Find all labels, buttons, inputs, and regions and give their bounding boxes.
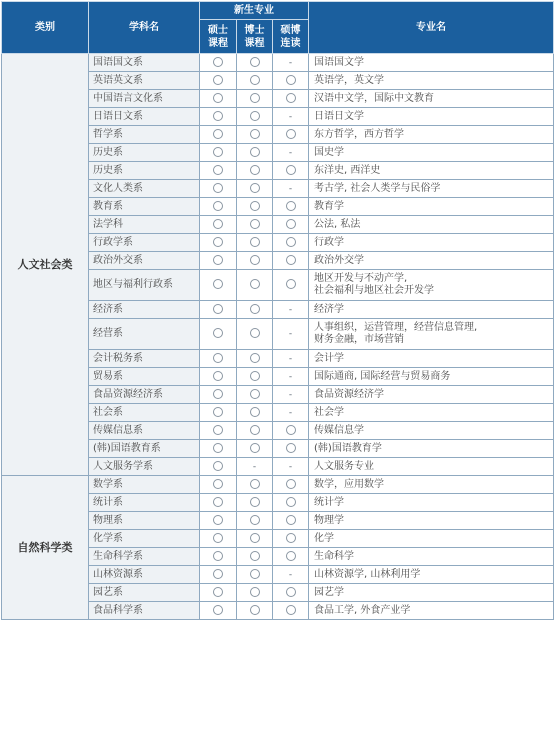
major-cell: 东方哲学，西方哲学 [309, 126, 554, 144]
masters-cell [200, 270, 237, 301]
department-cell: 社会系 [89, 404, 200, 422]
department-cell: 传媒信息系 [89, 422, 200, 440]
offered-circle-icon [213, 75, 223, 85]
integrated-cell [273, 602, 309, 620]
masters-cell [200, 548, 237, 566]
offered-circle-icon [250, 328, 260, 338]
offered-circle-icon [250, 551, 260, 561]
not-offered-dash: - [288, 371, 293, 382]
department-cell: 园艺系 [89, 584, 200, 602]
table-header [2, 2, 554, 54]
not-offered-dash: - [288, 353, 293, 364]
program-table [1, 1, 554, 620]
doctoral-cell [237, 301, 273, 319]
department-cell: 物理系 [89, 512, 200, 530]
doctoral-cell [237, 162, 273, 180]
offered-circle-icon [213, 111, 223, 121]
department-cell: 生命科学系 [89, 548, 200, 566]
department-cell: 历史系 [89, 162, 200, 180]
major-cell: 化学 [309, 530, 554, 548]
offered-circle-icon [286, 255, 296, 265]
major-cell: 食品资源经济学 [309, 386, 554, 404]
program-table-container [1, 1, 553, 620]
department-cell: 会计税务系 [89, 350, 200, 368]
offered-circle-icon [250, 219, 260, 229]
offered-circle-icon [213, 515, 223, 525]
department-cell: 政治外交系 [89, 252, 200, 270]
department-cell: 化学系 [89, 530, 200, 548]
masters-cell [200, 476, 237, 494]
masters-cell [200, 458, 237, 476]
offered-circle-icon [286, 165, 296, 175]
offered-circle-icon [286, 219, 296, 229]
major-cell: 国史学 [309, 144, 554, 162]
offered-circle-icon [213, 147, 223, 157]
integrated-cell [273, 234, 309, 252]
integrated-cell [273, 301, 309, 319]
offered-circle-icon [213, 371, 223, 381]
integrated-cell [273, 548, 309, 566]
department-cell: 法学科 [89, 216, 200, 234]
doctoral-cell [237, 494, 273, 512]
offered-circle-icon [286, 443, 296, 453]
offered-circle-icon [213, 93, 223, 103]
header-masters [200, 20, 237, 54]
offered-circle-icon [286, 515, 296, 525]
offered-circle-icon [213, 605, 223, 615]
category-cell: 人文社会类 [2, 54, 89, 476]
major-cell: 人文服务专业 [309, 458, 554, 476]
major-cell: 国语国文学 [309, 54, 554, 72]
offered-circle-icon [213, 237, 223, 247]
offered-circle-icon [286, 93, 296, 103]
department-cell: 人文服务学系 [89, 458, 200, 476]
masters-cell [200, 530, 237, 548]
offered-circle-icon [286, 129, 296, 139]
integrated-cell [273, 566, 309, 584]
doctoral-cell [237, 584, 273, 602]
offered-circle-icon [213, 328, 223, 338]
integrated-cell [273, 458, 309, 476]
doctoral-cell [237, 422, 273, 440]
masters-cell [200, 386, 237, 404]
offered-circle-icon [286, 479, 296, 489]
major-cell: 汉语中文学，国际中文教育 [309, 90, 554, 108]
major-cell: 地区开发与不动产学, 社会福利与地区社会开发学 [309, 270, 554, 301]
header-integrated-label: 硕博 连读 [280, 24, 301, 49]
doctoral-cell [237, 350, 273, 368]
masters-cell [200, 440, 237, 458]
offered-circle-icon [250, 129, 260, 139]
integrated-cell [273, 72, 309, 90]
masters-cell [200, 234, 237, 252]
masters-cell [200, 90, 237, 108]
header-department: 学科名 [89, 2, 200, 54]
masters-cell [200, 566, 237, 584]
major-cell: 山林资源学, 山林利用学 [309, 566, 554, 584]
offered-circle-icon [286, 551, 296, 561]
major-cell: 日语日文学 [309, 108, 554, 126]
masters-cell [200, 494, 237, 512]
major-cell: (韩)国语教育学 [309, 440, 554, 458]
offered-circle-icon [213, 389, 223, 399]
masters-cell [200, 422, 237, 440]
doctoral-cell [237, 108, 273, 126]
offered-circle-icon [213, 201, 223, 211]
offered-circle-icon [213, 569, 223, 579]
major-cell: 行政学 [309, 234, 554, 252]
offered-circle-icon [250, 425, 260, 435]
offered-circle-icon [250, 111, 260, 121]
masters-cell [200, 319, 237, 350]
doctoral-cell [237, 458, 273, 476]
major-cell: 园艺学 [309, 584, 554, 602]
header-doctoral-label: 博士 课程 [244, 24, 265, 49]
department-cell: 统计系 [89, 494, 200, 512]
department-cell: 食品资源经济系 [89, 386, 200, 404]
integrated-cell [273, 270, 309, 301]
offered-circle-icon [213, 497, 223, 507]
category-cell: 自然科学类 [2, 476, 89, 620]
not-offered-dash: - [288, 407, 293, 418]
offered-circle-icon [213, 304, 223, 314]
offered-circle-icon [250, 569, 260, 579]
offered-circle-icon [250, 57, 260, 67]
integrated-cell [273, 386, 309, 404]
doctoral-cell [237, 368, 273, 386]
offered-circle-icon [286, 425, 296, 435]
major-cell: 政治外交学 [309, 252, 554, 270]
not-offered-dash: - [288, 461, 293, 472]
major-cell: 统计学 [309, 494, 554, 512]
doctoral-cell [237, 234, 273, 252]
masters-cell [200, 180, 237, 198]
offered-circle-icon [250, 533, 260, 543]
not-offered-dash: - [288, 111, 293, 122]
masters-cell [200, 404, 237, 422]
offered-circle-icon [213, 165, 223, 175]
doctoral-cell [237, 440, 273, 458]
department-cell: 中国语言文化系 [89, 90, 200, 108]
integrated-cell [273, 252, 309, 270]
department-cell: 食品科学系 [89, 602, 200, 620]
offered-circle-icon [213, 443, 223, 453]
offered-circle-icon [250, 515, 260, 525]
header-doctoral [237, 20, 273, 54]
doctoral-cell [237, 476, 273, 494]
offered-circle-icon [286, 533, 296, 543]
doctoral-cell [237, 530, 273, 548]
department-cell: 教育系 [89, 198, 200, 216]
doctoral-cell [237, 602, 273, 620]
major-cell: 国际通商, 国际经营与贸易商务 [309, 368, 554, 386]
major-cell: 物理学 [309, 512, 554, 530]
header-integrated [273, 20, 309, 54]
department-cell: 英语英文系 [89, 72, 200, 90]
offered-circle-icon [250, 279, 260, 289]
doctoral-cell [237, 319, 273, 350]
offered-circle-icon [213, 183, 223, 193]
masters-cell [200, 72, 237, 90]
integrated-cell [273, 144, 309, 162]
not-offered-dash: - [288, 389, 293, 400]
department-cell: 行政学系 [89, 234, 200, 252]
integrated-cell [273, 404, 309, 422]
not-offered-dash: - [252, 461, 257, 472]
integrated-cell [273, 422, 309, 440]
major-cell: 社会学 [309, 404, 554, 422]
doctoral-cell [237, 566, 273, 584]
major-cell: 数学，应用数学 [309, 476, 554, 494]
offered-circle-icon [250, 353, 260, 363]
offered-circle-icon [286, 587, 296, 597]
header-major: 专业名 [309, 2, 554, 54]
doctoral-cell [237, 90, 273, 108]
integrated-cell [273, 350, 309, 368]
department-cell: 日语日文系 [89, 108, 200, 126]
integrated-cell [273, 319, 309, 350]
offered-circle-icon [250, 605, 260, 615]
integrated-cell [273, 126, 309, 144]
doctoral-cell [237, 126, 273, 144]
doctoral-cell [237, 198, 273, 216]
department-cell: 哲学系 [89, 126, 200, 144]
department-cell: 地区与福利行政系 [89, 270, 200, 301]
offered-circle-icon [250, 587, 260, 597]
offered-circle-icon [250, 147, 260, 157]
doctoral-cell [237, 216, 273, 234]
integrated-cell [273, 368, 309, 386]
offered-circle-icon [213, 461, 223, 471]
offered-circle-icon [250, 497, 260, 507]
major-cell: 教育学 [309, 198, 554, 216]
department-cell: 国语国文系 [89, 54, 200, 72]
header-masters-label: 硕士 课程 [208, 24, 228, 49]
offered-circle-icon [213, 533, 223, 543]
doctoral-cell [237, 72, 273, 90]
masters-cell [200, 252, 237, 270]
integrated-cell [273, 440, 309, 458]
major-cell: 食品工学, 外食产业学 [309, 602, 554, 620]
integrated-cell [273, 476, 309, 494]
offered-circle-icon [250, 479, 260, 489]
offered-circle-icon [213, 479, 223, 489]
integrated-cell [273, 108, 309, 126]
offered-circle-icon [286, 279, 296, 289]
table-row [2, 54, 554, 72]
major-cell: 会计学 [309, 350, 554, 368]
not-offered-dash: - [288, 304, 293, 315]
integrated-cell [273, 180, 309, 198]
offered-circle-icon [250, 389, 260, 399]
offered-circle-icon [213, 57, 223, 67]
offered-circle-icon [250, 201, 260, 211]
integrated-cell [273, 216, 309, 234]
offered-circle-icon [286, 605, 296, 615]
doctoral-cell [237, 404, 273, 422]
masters-cell [200, 301, 237, 319]
department-cell: 经营系 [89, 319, 200, 350]
offered-circle-icon [286, 237, 296, 247]
offered-circle-icon [250, 183, 260, 193]
department-cell: 经济系 [89, 301, 200, 319]
doctoral-cell [237, 270, 273, 301]
offered-circle-icon [286, 201, 296, 211]
major-cell: 东洋史, 西洋史 [309, 162, 554, 180]
offered-circle-icon [213, 129, 223, 139]
masters-cell [200, 368, 237, 386]
masters-cell [200, 144, 237, 162]
doctoral-cell [237, 180, 273, 198]
integrated-cell [273, 584, 309, 602]
integrated-cell [273, 162, 309, 180]
major-cell: 经济学 [309, 301, 554, 319]
not-offered-dash: - [288, 57, 293, 68]
offered-circle-icon [213, 255, 223, 265]
offered-circle-icon [250, 255, 260, 265]
offered-circle-icon [286, 497, 296, 507]
table-row [2, 476, 554, 494]
doctoral-cell [237, 512, 273, 530]
masters-cell [200, 584, 237, 602]
offered-circle-icon [250, 304, 260, 314]
offered-circle-icon [250, 165, 260, 175]
major-cell: 考古学, 社会人类学与民俗学 [309, 180, 554, 198]
offered-circle-icon [250, 75, 260, 85]
offered-circle-icon [250, 371, 260, 381]
masters-cell [200, 162, 237, 180]
department-cell: 文化人类系 [89, 180, 200, 198]
offered-circle-icon [213, 425, 223, 435]
integrated-cell [273, 90, 309, 108]
not-offered-dash: - [288, 147, 293, 158]
integrated-cell [273, 54, 309, 72]
offered-circle-icon [250, 443, 260, 453]
masters-cell [200, 216, 237, 234]
major-cell: 传媒信息学 [309, 422, 554, 440]
table-body [2, 54, 554, 620]
not-offered-dash: - [288, 329, 293, 339]
doctoral-cell [237, 548, 273, 566]
masters-cell [200, 126, 237, 144]
doctoral-cell [237, 386, 273, 404]
offered-circle-icon [213, 219, 223, 229]
integrated-cell [273, 512, 309, 530]
masters-cell [200, 54, 237, 72]
offered-circle-icon [250, 237, 260, 247]
integrated-cell [273, 198, 309, 216]
masters-cell [200, 198, 237, 216]
header-category: 类别 [2, 2, 89, 54]
major-cell: 英语学，英文学 [309, 72, 554, 90]
integrated-cell [273, 530, 309, 548]
offered-circle-icon [213, 279, 223, 289]
major-cell: 生命科学 [309, 548, 554, 566]
offered-circle-icon [250, 93, 260, 103]
offered-circle-icon [213, 587, 223, 597]
integrated-cell [273, 494, 309, 512]
offered-circle-icon [250, 407, 260, 417]
offered-circle-icon [286, 75, 296, 85]
header-new-program: 新生专业 [200, 2, 309, 20]
department-cell: 数学系 [89, 476, 200, 494]
masters-cell [200, 602, 237, 620]
offered-circle-icon [213, 353, 223, 363]
major-cell: 人事组织，运营管理，经营信息管理, 财务金融，市场营销 [309, 319, 554, 350]
not-offered-dash: - [288, 183, 293, 194]
doctoral-cell [237, 144, 273, 162]
doctoral-cell [237, 252, 273, 270]
doctoral-cell [237, 54, 273, 72]
offered-circle-icon [213, 551, 223, 561]
department-cell: (韩)国语教育系 [89, 440, 200, 458]
major-cell: 公法, 私法 [309, 216, 554, 234]
department-cell: 历史系 [89, 144, 200, 162]
masters-cell [200, 350, 237, 368]
masters-cell [200, 108, 237, 126]
department-cell: 山林资源系 [89, 566, 200, 584]
not-offered-dash: - [288, 569, 293, 580]
offered-circle-icon [213, 407, 223, 417]
masters-cell [200, 512, 237, 530]
department-cell: 贸易系 [89, 368, 200, 386]
